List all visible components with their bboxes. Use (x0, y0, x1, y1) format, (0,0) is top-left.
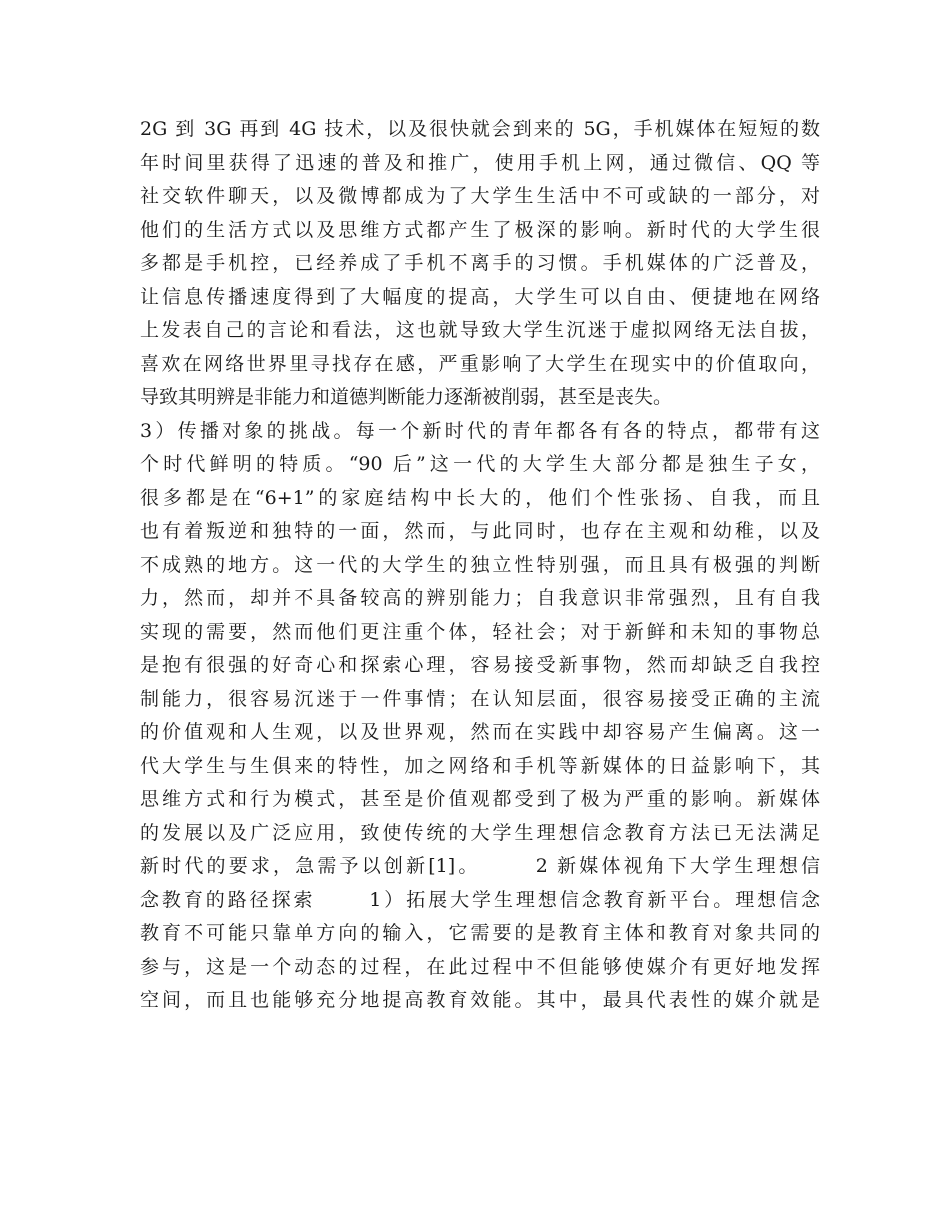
text-line: 空间，而且也能够充分地提高教育效能。其中，最具代表性的媒介就是 (140, 989, 820, 1011)
text-line: 上发表自己的言论和看法，这也就导致大学生沉迷于虚拟网络无法自拔， (140, 319, 820, 341)
text-line: 教育不可能只靠单方向的输入，它需要的是教育主体和教育对象共同的 (140, 922, 820, 944)
text-line: 代大学生与生俱来的特性，加之网络和手机等新媒体的日益影响下，其 (140, 754, 820, 777)
text-line: 个时代鲜明的特质。“90 后”这一代的大学生大部分都是独生子女， (140, 453, 820, 475)
text-line: 的价值观和人生观，以及世界观，然而在实践中却容易产生偏离。这一 (140, 721, 820, 743)
text-line: 参与，这是一个动态的过程，在此过程中不但能够使媒介有更好地发挥 (140, 955, 820, 978)
text-line: 不成熟的地方。这一代的大学生的独立性特别强，而且具有极强的判断 (140, 553, 820, 576)
text-line: 的发展以及广泛应用，致使传统的大学生理想信念教育方法已无法满足 (140, 821, 820, 844)
text-line: 力，然而，却并不具备较高的辨别能力；自我意识非常强烈，且有自我 (140, 587, 820, 609)
text-line: 2G 到 3G 再到 4G 技术，以及很快就会到来的 5G，手机媒体在短短的数 (140, 118, 820, 140)
text-line: 实现的需要，然而他们更注重个体，轻社会；对于新鲜和未知的事物总 (140, 620, 820, 643)
text-line: 导致其明辨是非能力和道德判断能力逐渐被削弱，甚至是丧失。 (140, 386, 673, 408)
text-line: 让信息传播速度得到了大幅度的提高，大学生可以自由、便捷地在网络 (140, 285, 820, 308)
text-line: 多都是手机控，已经养成了手机不离手的习惯。手机媒体的广泛普及， (140, 252, 820, 274)
text-line: 念教育的路径探索 1）拓展大学生理想信念教育新平台。理想信念 (140, 888, 820, 911)
text-line: 新时代的要求，急需予以创新[1]。 2 新媒体视角下大学生理想信 (140, 855, 820, 877)
text-line: 很多都是在“6+1”的家庭结构中长大的，他们个性张扬、自我，而且 (140, 486, 820, 509)
text-line: 也有着叛逆和独特的一面，然而，与此同时，也存在主观和幼稚，以及 (140, 520, 820, 542)
text-line: 3）传播对象的挑战。每一个新时代的青年都各有各的特点，都带有这 (140, 419, 820, 442)
text-line: 社交软件聊天，以及微博都成为了大学生生活中不可或缺的一部分，对 (140, 185, 820, 207)
text-line: 喜欢在网络世界里寻找存在感，严重影响了大学生在现实中的价值取向， (140, 352, 820, 375)
text-line: 他们的生活方式以及思维方式都产生了极深的影响。新时代的大学生很 (140, 218, 820, 241)
text-line: 年时间里获得了迅速的普及和推广，使用手机上网，通过微信、QQ 等 (140, 151, 820, 174)
body-text (140, 113, 820, 1018)
text-line: 是抱有很强的好奇心和探索心理，容易接受新事物，然而却缺乏自我控 (140, 654, 820, 676)
text-line: 制能力，很容易沉迷于一件事情；在认知层面，很容易接受正确的主流 (140, 687, 820, 710)
text-line: 思维方式和行为模式，甚至是价值观都受到了极为严重的影响。新媒体 (140, 788, 820, 810)
